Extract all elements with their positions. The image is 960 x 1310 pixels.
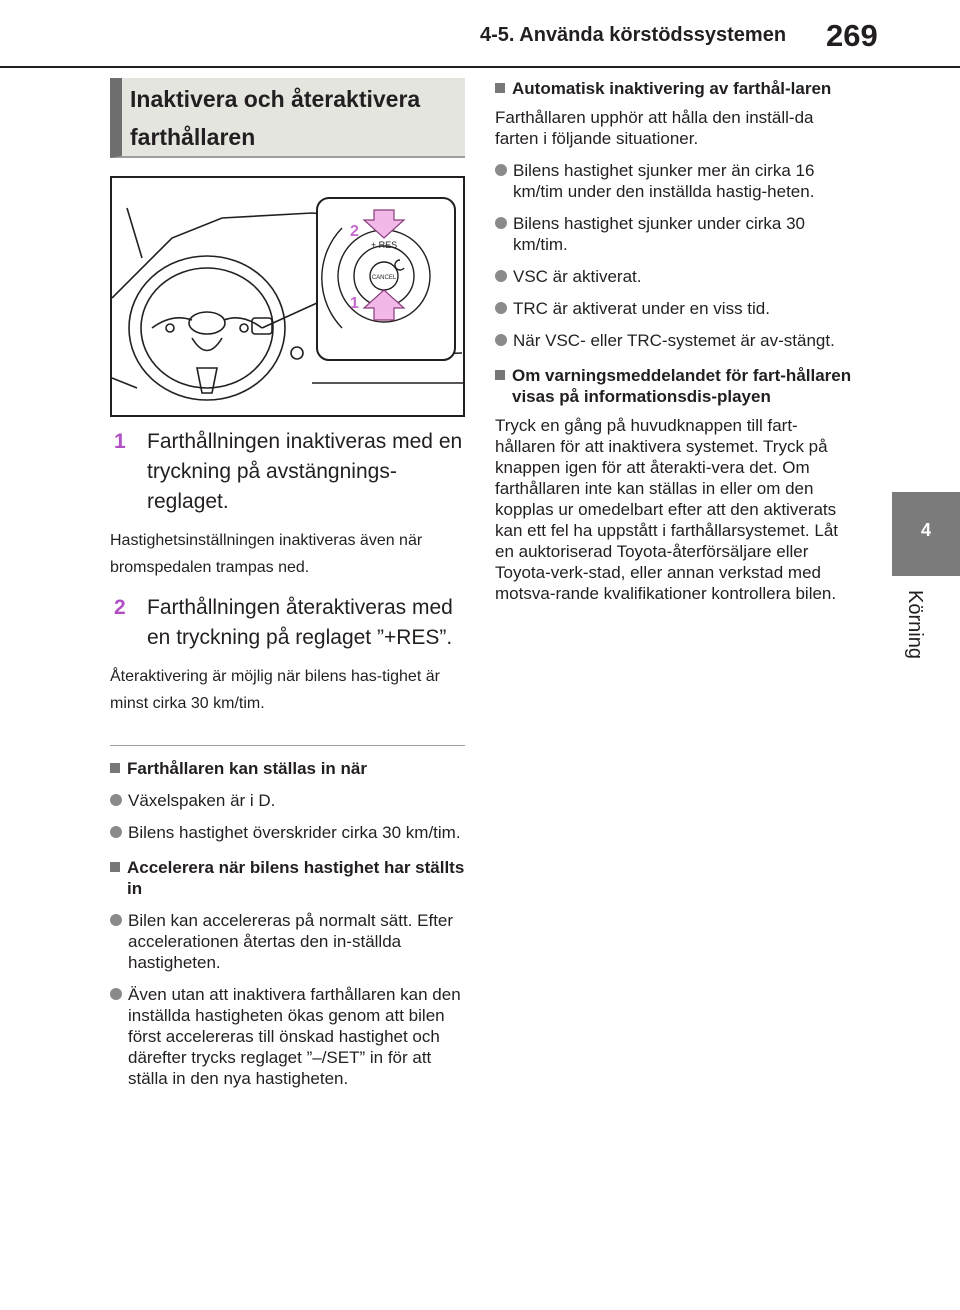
section-heading-box: [110, 78, 465, 158]
section-heading-line1: Inaktivera och återaktivera: [130, 86, 421, 112]
bullet-icon: [495, 217, 507, 229]
list-item-text: TRC är aktiverat under en viss tid.: [513, 299, 770, 318]
list-item-text: Bilen kan accelereras på normalt sätt. Efter accelerationen återtas den in-ställda hastigheten.: [128, 911, 454, 972]
list-item: [110, 910, 465, 973]
cancel-button-label: CANCEL: [371, 275, 397, 281]
list-item-text: Växelspaken är i D.: [128, 791, 276, 810]
section-title: 4-5. Använda körstödssystemen: [480, 24, 787, 46]
step-text: Farthållningen återaktiveras med en tryckning på reglaget ”+RES”.: [147, 596, 453, 649]
step-1: [110, 427, 465, 517]
steering-wheel-illustration: [110, 176, 465, 417]
chapter-label-text: Körning: [904, 590, 926, 659]
square-bullet-icon: [495, 83, 505, 93]
bullet-icon: [495, 334, 507, 346]
page-number: 269: [826, 18, 878, 53]
chapter-tab: [892, 492, 960, 576]
step-number: 2: [114, 596, 126, 619]
paragraph: Farthållaren upphör att hålla den inställ-da farten i följande situationer.: [495, 108, 814, 148]
list-item: [495, 298, 855, 319]
bullet-icon: [110, 988, 122, 1000]
res-button-label: + RES: [370, 240, 398, 250]
list-item-text: Bilens hastighet sjunker mer än cirka 16 km/tim under den inställda hastig-heten.: [513, 161, 815, 201]
list-item: [495, 160, 855, 202]
subheading: [110, 758, 465, 779]
list-item-text: Bilens hastighet överskrider cirka 30 km/tim.: [128, 823, 461, 842]
paragraph: Tryck en gång på huvudknappen till fart-hållaren för att inaktivera systemet. Tryck på knappen igen för att återakti-vera det. Om farthållaren inte kan ställas in eller om den kopplas ur omedelbart efter att den aktiverats kan ett fel ha uppstått i farthållarsystemet. Låt en auktoriserad Toyota-återförsäljare eller Toyota-verk-stad, eller annan verkstad med motsva-rande kvalifikationer kontrollera bilen.: [495, 416, 839, 603]
list-item: [110, 984, 465, 1089]
bullet-icon: [110, 794, 122, 806]
subheading: [110, 857, 465, 899]
list-item: [495, 266, 855, 287]
subheading: [495, 365, 855, 407]
bullet-icon: [495, 270, 507, 282]
step-text: Farthållningen inaktiveras med en tryckning på avstängnings-reglaget.: [147, 430, 463, 513]
bullet-icon: [495, 164, 507, 176]
square-bullet-icon: [110, 862, 120, 872]
subheading: [495, 78, 855, 99]
list-item-text: Bilens hastighet sjunker under cirka 30 km/tim.: [513, 214, 805, 254]
divider: [110, 745, 465, 746]
bullet-icon: [495, 302, 507, 314]
chapter-label: [896, 590, 936, 680]
square-bullet-icon: [495, 370, 505, 380]
list-item-text: Även utan att inaktivera farthållaren kan den inställda hastigheten ökas genom att bilen först accelereras till önskad hastighet och därefter trycks reglaget ”–/SET” in för att ställa in den nya hastigheten.: [128, 985, 461, 1088]
callout-1: 1: [350, 295, 359, 312]
list-item: [495, 330, 855, 351]
list-item: [495, 213, 855, 255]
subheading-text: Accelerera när bilens hastighet har ställts in: [127, 858, 465, 898]
step-note: Återaktivering är möjlig när bilens has-tighet är minst cirka 30 km/tim.: [110, 668, 440, 712]
list-item: [110, 790, 465, 811]
subheading-text: Om varningsmeddelandet för fart-hållaren visas på informationsdis-playen: [512, 366, 852, 406]
chapter-number: 4: [920, 520, 931, 540]
left-column: [110, 78, 465, 1089]
step-2: [110, 593, 465, 653]
bullet-icon: [110, 914, 122, 926]
subheading-text: Automatisk inaktivering av farthål-laren: [512, 79, 832, 98]
list-item-text: VSC är aktiverat.: [513, 267, 642, 286]
list-item: [110, 822, 465, 843]
steering-wheel-drawing: [112, 178, 463, 415]
header-rule: [0, 66, 960, 68]
subheading-text: Farthållaren kan ställas in när: [127, 759, 367, 778]
right-column: [495, 78, 855, 604]
list-item-text: När VSC- eller TRC-systemet är av-stängt.: [513, 331, 835, 350]
section-heading-line2: farthållaren: [130, 124, 256, 150]
step-number: 1: [114, 430, 126, 453]
bullet-icon: [110, 826, 122, 838]
step-note: Hastighetsinställningen inaktiveras även när bromspedalen trampas ned.: [110, 532, 423, 576]
square-bullet-icon: [110, 763, 120, 773]
callout-2: 2: [350, 223, 359, 240]
